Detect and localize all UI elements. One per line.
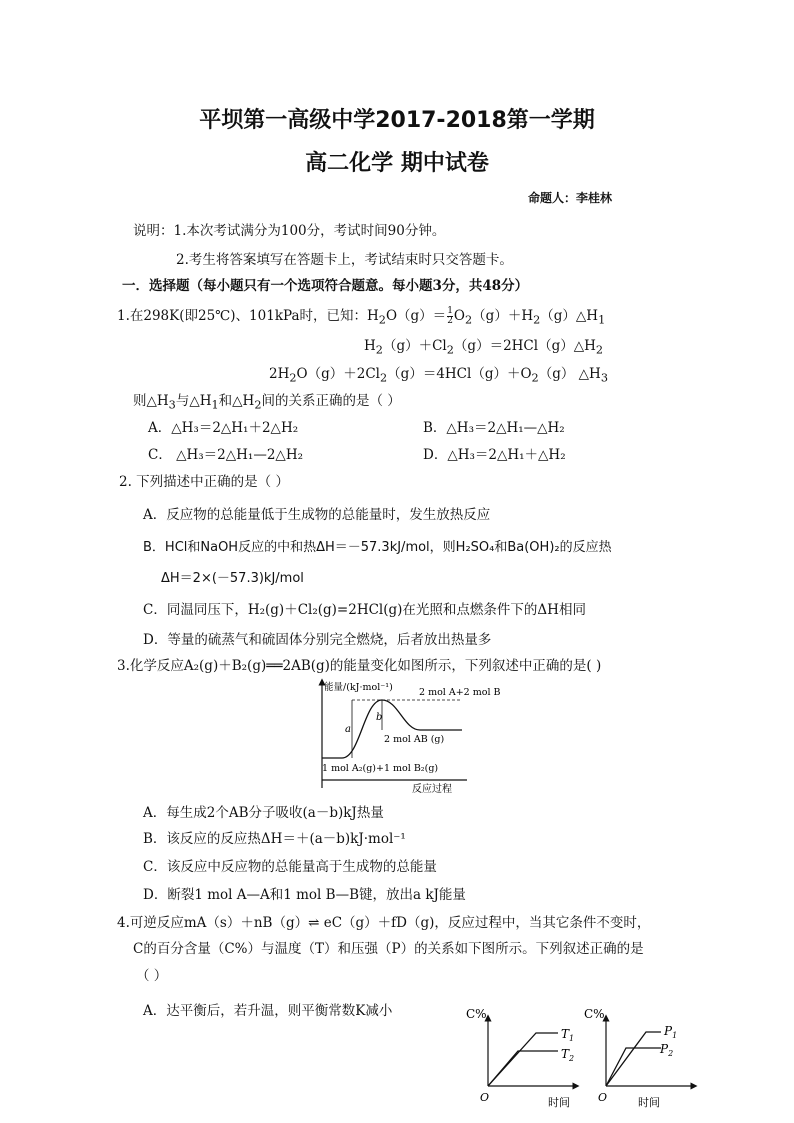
- top-level-label: 2 mol A+2 mol B: [419, 687, 501, 698]
- exam-subtitle: 高二化学 期中试卷: [305, 151, 489, 176]
- curve-p2: [606, 1048, 661, 1086]
- q2-option-d: D．等量的硫蒸气和硫固体分别完全燃烧，后者放出热量多: [143, 632, 492, 648]
- q4-stem-1: 4.可逆反应mA（s）＋nB（g）⇌ eC（g）＋fD（g)，反应过程中，当其它条件不变时，: [117, 915, 651, 931]
- q2-option-b-cont: ΔH＝2×(－57.3)kJ/mol: [161, 571, 304, 586]
- q1-option-c: C． △H₃＝2△H₁—2△H₂: [148, 447, 303, 463]
- q3-stem: 3.化学反应A₂(g)＋B₂(g)══2AB(g)的能量变化如图所示，下列叙述中正确的是( ): [117, 658, 602, 674]
- origin-label: O: [598, 1091, 608, 1104]
- section-heading: 一．选择题（每小题只有一个选项符合题意。每小题3分，共48分）: [122, 278, 529, 294]
- q1-stem: 1.在298K(即25℃)、101kPa时，已知：$H_2O(g)=$ $\frac{1}{2}$ $O_2(g)+H_2(g)\triangle H_1$: [117, 306, 606, 327]
- x-axis-label: 时间: [638, 1096, 660, 1109]
- energy-axis-label: 能量/(kJ·mol⁻¹): [324, 682, 393, 693]
- process-axis-label: 反应过程: [412, 784, 452, 795]
- q4-option-a: A．达平衡后，若升温，则平衡常数K减小: [143, 1003, 393, 1019]
- q1-eq2: $H_2(g)+Cl_2(g)=2HCl(g)\triangle H_2$: [364, 338, 604, 357]
- y-axis-label: C%: [466, 1007, 487, 1021]
- energy-diagram: [312, 678, 512, 796]
- q3-option-d: D．断裂1 mol A—A和1 mol B—B键，放出a kJ能量: [143, 887, 466, 903]
- q1-option-d: D．△H₃＝2△H₁＋△H₂: [423, 447, 566, 463]
- curve-t1: [488, 1033, 558, 1086]
- exam-title: 平坝第一高级中学2017-2018第一学期: [199, 108, 595, 133]
- label-t1: $T_1$: [561, 1027, 575, 1043]
- q1-eq3: $2H_2O(g)+2Cl_2(g)=4HCl(g)+O_2(g)$ $\triangle H_3$: [269, 366, 608, 385]
- bottom-level-label: 1 mol A₂(g)+1 mol B₂(g): [322, 763, 439, 774]
- note-2: 2.考生将答案填写在答题卡上，考试结束时只交答题卡。: [176, 252, 513, 268]
- q3-option-b: B．该反应的反应热ΔH＝＋(a－b)kJ·mol⁻¹: [143, 831, 406, 847]
- note-1: 说明：1.本次考试满分为100分，考试时间90分钟。: [133, 223, 446, 239]
- label-p1: $P_1$: [664, 1024, 678, 1040]
- label-t2: $T_2$: [561, 1047, 575, 1063]
- q2-stem: 2. 下列描述中正确的是（ ）: [119, 474, 289, 490]
- q2-option-b: B．HCl和NaOH反应的中和热ΔH＝－57.3kJ/mol，则H₂SO₄和Ba(OH)₂的反应热: [143, 540, 612, 555]
- curve-t2: [488, 1051, 558, 1086]
- mid-level-label: 2 mol AB (g): [384, 734, 445, 745]
- q3-option-c: C．该反应中反应物的总能量高于生成物的总能量: [143, 859, 437, 875]
- label-p2: $P_2$: [660, 1042, 674, 1058]
- q1-option-b: B．△H₃＝2△H₁—△H₂: [423, 420, 565, 436]
- q4-stem-3: （ ）: [136, 968, 168, 984]
- y-axis-label: C%: [584, 1007, 605, 1021]
- q1-ask: 则$\triangle H_3$与$\triangle H_1$和$\triangle H_2$间的关系正确的是（ ）: [133, 393, 401, 412]
- x-axis-label: 时间: [548, 1096, 570, 1109]
- curve-p1: [606, 1032, 661, 1086]
- author: 命题人：李桂林: [528, 191, 613, 205]
- label-a: a: [345, 724, 351, 735]
- energy-curve: [322, 700, 462, 758]
- q1-option-a: A．△H₃＝2△H₁＋2△H₂: [148, 420, 299, 436]
- half-fraction: $\frac{1}{2}$: [447, 306, 453, 326]
- label-b: b: [376, 712, 383, 723]
- q2-option-c: C．同温同压下，H₂(g)＋Cl₂(g)=2HCl(g)在光照和点燃条件下的ΔH相同: [143, 602, 586, 618]
- q3-option-a: A．每生成2个AB分子吸收(a－b)kJ热量: [143, 805, 384, 821]
- temperature-graph: [458, 998, 588, 1110]
- q2-option-a: A．反应物的总能量低于生成物的总能量时，发生放热反应: [143, 507, 491, 523]
- q4-stem-2: C的百分含量（C%）与温度（T）和压强（P）的关系如下图所示。下列叙述正确的是: [133, 941, 644, 957]
- origin-label: O: [480, 1091, 490, 1104]
- pressure-graph: [576, 998, 706, 1110]
